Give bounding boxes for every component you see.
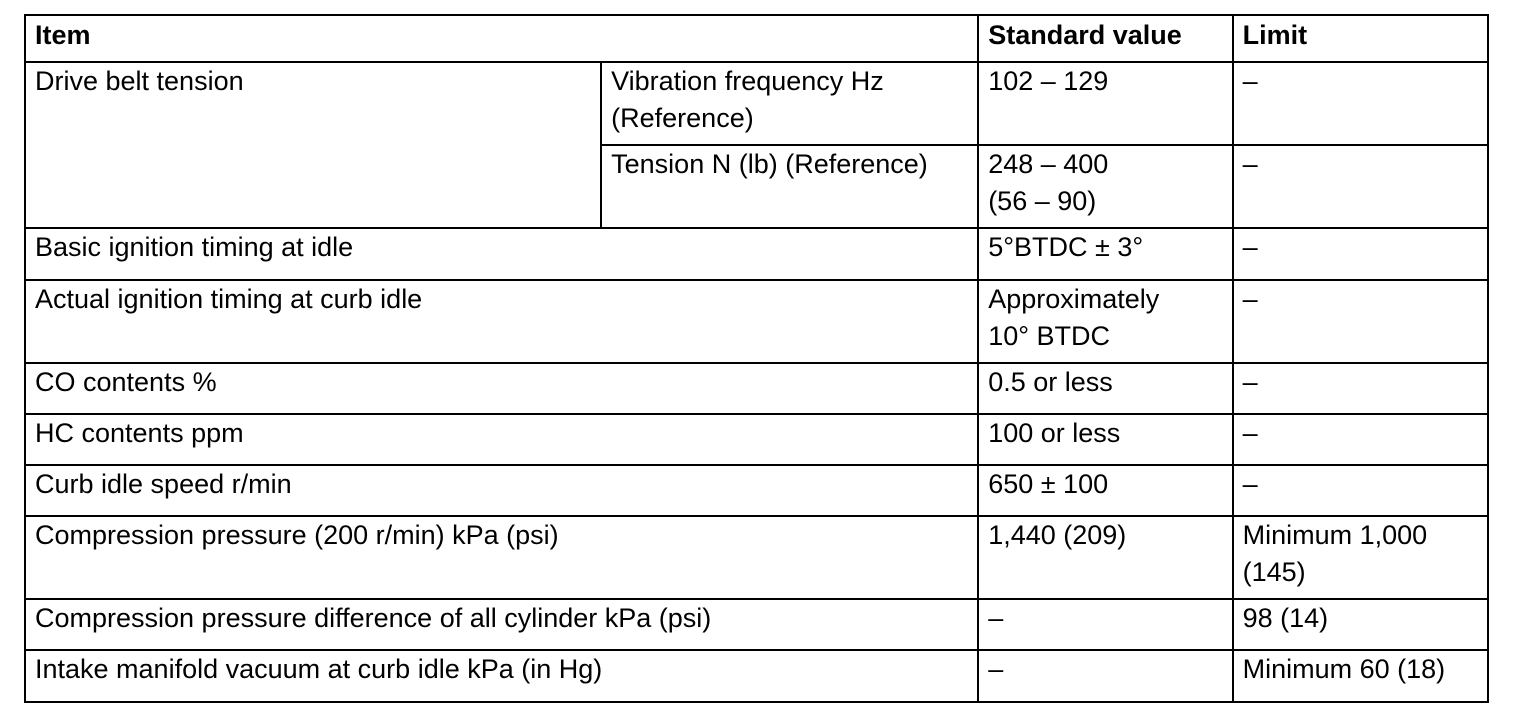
limit-cell: Minimum 1,000 (145) xyxy=(1233,516,1488,599)
limit-cell: – xyxy=(1233,363,1488,414)
limit-cell: 98 (14) xyxy=(1233,599,1488,650)
item-cell: Basic ignition timing at idle xyxy=(25,228,978,280)
table-row xyxy=(25,228,1488,280)
limit-cell: – xyxy=(1233,280,1488,363)
standard-value-cell: 5°BTDC ± 3° xyxy=(978,228,1232,280)
sub-item-cell: Vibration frequency Hz (Reference) xyxy=(601,62,978,145)
table-row xyxy=(25,465,1488,516)
header-item: Item xyxy=(25,15,978,62)
item-cell: Drive belt tension xyxy=(25,62,601,228)
limit-cell: – xyxy=(1233,228,1488,280)
table-row xyxy=(25,650,1488,702)
table-row xyxy=(25,516,1488,599)
item-cell: Actual ignition timing at curb idle xyxy=(25,280,978,363)
specification-table xyxy=(24,14,1489,703)
table-row xyxy=(25,414,1488,465)
header-limit: Limit xyxy=(1233,15,1488,62)
table-row xyxy=(25,599,1488,650)
standard-value-cell: 100 or less xyxy=(978,414,1232,465)
sub-item-cell: Tension N (lb) (Reference) xyxy=(601,145,978,228)
standard-value-cell: – xyxy=(978,650,1232,702)
header-standard-value: Standard value xyxy=(978,15,1232,62)
header-row xyxy=(25,15,1488,62)
item-cell: HC contents ppm xyxy=(25,414,978,465)
table-row xyxy=(25,62,1488,145)
standard-value-cell: 1,440 (209) xyxy=(978,516,1232,599)
standard-value-cell: 102 – 129 xyxy=(978,62,1232,145)
item-cell: CO contents % xyxy=(25,363,978,414)
item-cell: Compression pressure difference of all cylinder kPa (psi) xyxy=(25,599,978,650)
standard-value-cell: – xyxy=(978,599,1232,650)
limit-cell: – xyxy=(1233,414,1488,465)
standard-value-cell: Approximately 10° BTDC xyxy=(978,280,1232,363)
limit-cell: Minimum 60 (18) xyxy=(1233,650,1488,702)
table-row xyxy=(25,280,1488,363)
standard-value-cell: 248 – 400 (56 – 90) xyxy=(978,145,1232,228)
item-cell: Curb idle speed r/min xyxy=(25,465,978,516)
limit-cell: – xyxy=(1233,145,1488,228)
limit-cell: – xyxy=(1233,62,1488,145)
table-row xyxy=(25,363,1488,414)
limit-cell: – xyxy=(1233,465,1488,516)
standard-value-cell: 0.5 or less xyxy=(978,363,1232,414)
standard-value-cell: 650 ± 100 xyxy=(978,465,1232,516)
item-cell: Compression pressure (200 r/min) kPa (psi) xyxy=(25,516,978,599)
item-cell: Intake manifold vacuum at curb idle kPa (in Hg) xyxy=(25,650,978,702)
